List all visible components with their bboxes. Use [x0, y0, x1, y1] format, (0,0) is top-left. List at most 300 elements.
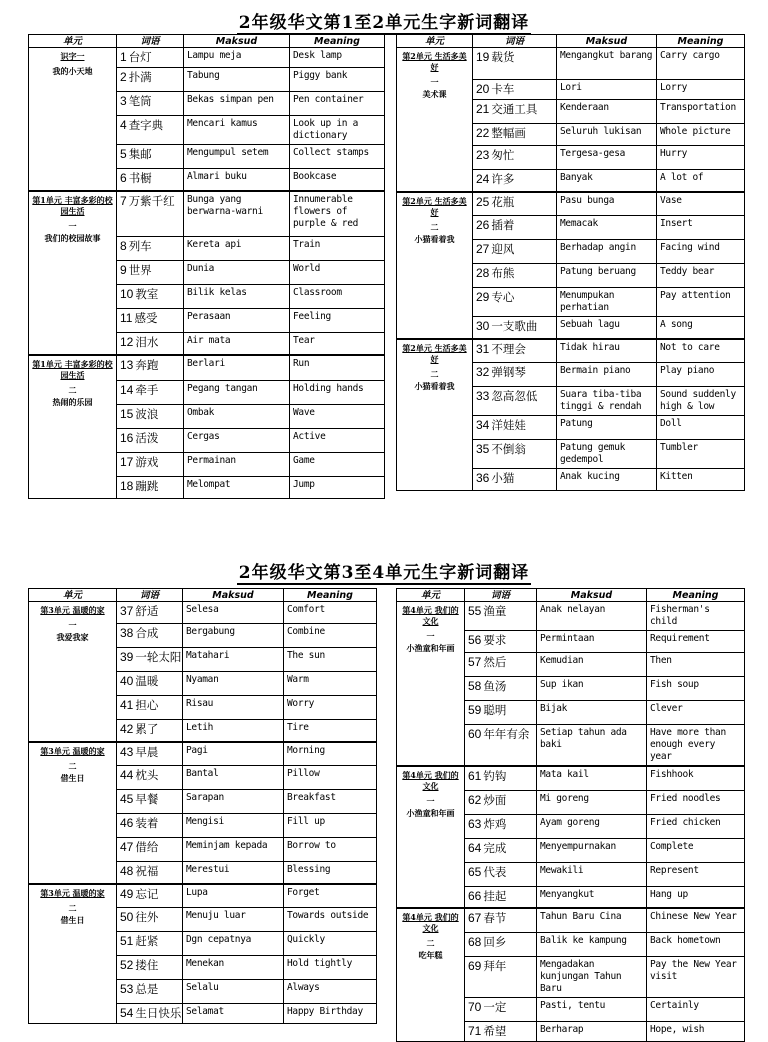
- word-text: 蹦跳: [135, 479, 159, 493]
- word-cell: [465, 997, 537, 1021]
- header-row: [397, 589, 745, 602]
- word-number: 5: [120, 147, 127, 161]
- english-meaning: Carry cargo: [657, 48, 745, 80]
- malay-meaning: Tahun Baru Cina: [537, 908, 647, 932]
- word-cell: [117, 790, 183, 814]
- word-cell: [473, 48, 557, 80]
- word-number: 55: [468, 604, 482, 618]
- word-number: 52: [120, 958, 134, 972]
- word-text: 借给: [135, 840, 159, 854]
- english-meaning: Play piano: [657, 363, 745, 387]
- word-text: 代表: [483, 864, 507, 879]
- column-header: 单元: [29, 35, 117, 48]
- word-text: 不倒翁: [491, 442, 526, 456]
- word-number: 24: [476, 172, 490, 186]
- unit-name: 第2单元 生活多美好: [402, 51, 467, 72]
- word-text: 游戏: [135, 455, 159, 469]
- english-meaning: Fill up: [284, 814, 377, 838]
- word-cell: [473, 317, 557, 339]
- word-cell: [473, 192, 557, 216]
- unit-dash: 二: [430, 368, 439, 379]
- word-number: 45: [120, 792, 134, 806]
- malay-meaning: Sup ikan: [537, 677, 647, 701]
- malay-meaning: Menumpukan perhatian: [557, 288, 657, 317]
- word-text: 枕头: [135, 768, 159, 782]
- word-text: 列车: [128, 239, 152, 253]
- word-number: 1: [120, 50, 127, 64]
- word-cell: [117, 355, 184, 381]
- word-text: 一支歌曲: [491, 319, 538, 333]
- unit-dash: 二: [430, 221, 439, 232]
- word-cell: [465, 725, 537, 767]
- malay-meaning: Anak kucing: [557, 469, 657, 491]
- word-number: 43: [120, 744, 134, 759]
- word-cell: [473, 264, 557, 288]
- malay-meaning: Menyangkut: [537, 886, 647, 908]
- word-number: 57: [468, 655, 482, 669]
- unit-name: 第4单元 我们的文化: [402, 770, 459, 791]
- malay-meaning: Kemudian: [537, 653, 647, 677]
- vocab-table: [396, 34, 745, 491]
- word-cell: [117, 333, 184, 355]
- malay-meaning: Berharap: [537, 1021, 647, 1041]
- table-row: [29, 48, 385, 68]
- word-text: 合成: [135, 626, 159, 640]
- word-cell: [117, 838, 183, 862]
- malay-meaning: Tidak hirau: [557, 339, 657, 363]
- malay-meaning: Bijak: [537, 701, 647, 725]
- unit-lesson: 热闹的乐园: [52, 396, 93, 407]
- english-meaning: Pillow: [284, 766, 377, 790]
- word-text: 总是: [135, 982, 159, 996]
- word-text: 一轮太阳: [135, 650, 182, 664]
- malay-meaning: Selesa: [183, 602, 284, 624]
- malay-meaning: Merestui: [183, 862, 284, 884]
- word-text: 专心: [491, 290, 515, 304]
- word-text: 搂住: [135, 958, 159, 972]
- malay-meaning: Menyempurnakan: [537, 838, 647, 862]
- english-meaning: World: [290, 261, 385, 285]
- word-cell: [117, 237, 184, 261]
- word-text: 台灯: [128, 50, 152, 64]
- word-text: 希望: [483, 1023, 507, 1038]
- unit-dash: 二: [68, 902, 77, 913]
- sheet-title-text: 2年级华文第3至4单元生字新词翻译: [238, 563, 530, 583]
- word-cell: [117, 814, 183, 838]
- word-number: 16: [120, 431, 134, 445]
- word-text: 不理会: [491, 341, 526, 356]
- english-meaning: Run: [290, 355, 385, 381]
- word-cell: [465, 932, 537, 956]
- english-meaning: Borrow to: [284, 838, 377, 862]
- word-text: 书橱: [128, 171, 152, 185]
- word-text: 拜年: [483, 958, 507, 973]
- english-meaning: Teddy bear: [657, 264, 745, 288]
- word-cell: [117, 261, 184, 285]
- word-cell: [117, 285, 184, 309]
- word-cell: [465, 886, 537, 908]
- word-text: 完成: [483, 840, 507, 855]
- malay-meaning: Sebuah lagu: [557, 317, 657, 339]
- word-cell: [117, 648, 183, 672]
- malay-meaning: Permainan: [184, 453, 290, 477]
- unit-lesson: 小猫看着我: [414, 233, 455, 244]
- column-header: 单元: [29, 589, 117, 602]
- vocab-table: [28, 34, 385, 499]
- word-text: 忘记: [135, 886, 159, 901]
- malay-meaning: Sarapan: [183, 790, 284, 814]
- word-text: 泪水: [135, 335, 159, 349]
- malay-meaning: Menuju luar: [183, 908, 284, 932]
- word-cell: [465, 677, 537, 701]
- unit-cell: [29, 742, 117, 884]
- english-meaning: Tumbler: [657, 440, 745, 469]
- malay-meaning: Mewakili: [537, 862, 647, 886]
- column-header: 词语: [117, 35, 184, 48]
- word-text: 弹钢琴: [491, 365, 526, 379]
- english-meaning: Whole picture: [657, 124, 745, 146]
- unit-name: 识字一: [60, 51, 85, 61]
- header-row: [397, 35, 745, 48]
- malay-meaning: Permintaan: [537, 631, 647, 653]
- word-cell: [465, 838, 537, 862]
- unit-name: 第2单元 生活多美好: [402, 342, 467, 364]
- word-cell: [117, 624, 183, 648]
- unit-name: 第2单元 生活多美好: [402, 195, 467, 217]
- unit-name: 第3单元 温暖的家: [40, 745, 105, 756]
- english-meaning: A song: [657, 317, 745, 339]
- word-text: 整幅画: [491, 126, 526, 140]
- word-cell: [473, 170, 557, 192]
- english-meaning: Feeling: [290, 309, 385, 333]
- word-number: 17: [120, 455, 134, 469]
- english-meaning: A lot of: [657, 170, 745, 192]
- english-meaning: Hold tightly: [284, 956, 377, 980]
- word-number: 22: [476, 126, 490, 140]
- word-cell: [117, 720, 183, 742]
- word-number: 40: [120, 674, 134, 688]
- column-header: 单元: [397, 35, 473, 48]
- malay-meaning: Mengadakan kunjungan Tahun Baru: [537, 956, 647, 997]
- english-meaning: Doll: [657, 416, 745, 440]
- word-number: 62: [468, 792, 482, 807]
- word-number: 46: [120, 816, 134, 830]
- word-number: 32: [476, 365, 490, 379]
- word-text: 炸鸡: [483, 816, 507, 831]
- english-meaning: Complete: [647, 838, 745, 862]
- word-cell: [465, 701, 537, 725]
- table-row: [29, 355, 385, 381]
- english-meaning: Fisherman's child: [647, 602, 745, 631]
- unit-lesson: 我爱我家: [56, 632, 89, 642]
- malay-meaning: Bantal: [183, 766, 284, 790]
- word-number: 39: [120, 650, 134, 664]
- english-meaning: Game: [290, 453, 385, 477]
- english-meaning: Kitten: [657, 469, 745, 491]
- malay-meaning: Mengangkut barang: [557, 48, 657, 80]
- word-text: 感受: [134, 311, 158, 325]
- word-cell: [465, 653, 537, 677]
- word-number: 41: [120, 698, 134, 712]
- english-meaning: Certainly: [647, 997, 745, 1021]
- table-row: [397, 908, 745, 932]
- english-meaning: Lorry: [657, 80, 745, 100]
- unit-lesson: 吃年糕: [418, 950, 443, 960]
- word-number: 42: [120, 722, 134, 736]
- word-number: 13: [120, 357, 134, 372]
- vocab-table: [396, 588, 745, 1042]
- word-number: 34: [476, 418, 490, 432]
- malay-meaning: Lupa: [183, 884, 284, 908]
- word-number: 27: [476, 242, 490, 256]
- word-number: 28: [476, 266, 490, 280]
- malay-meaning: Berhadap angin: [557, 240, 657, 264]
- malay-meaning: Nyaman: [183, 672, 284, 696]
- word-cell: [465, 766, 537, 790]
- malay-meaning: Selamat: [183, 1004, 284, 1024]
- unit-name: 第3单元 温暖的家: [40, 605, 105, 615]
- word-number: 48: [120, 864, 134, 878]
- word-number: 49: [120, 886, 134, 901]
- word-text: 迎风: [491, 242, 515, 256]
- unit-dash: 二: [68, 384, 77, 395]
- word-cell: [117, 766, 183, 790]
- malay-meaning: Ombak: [184, 405, 290, 429]
- english-meaning: Fried chicken: [647, 814, 745, 838]
- word-cell: [465, 1021, 537, 1041]
- word-number: 12: [120, 335, 134, 349]
- word-text: 查字典: [128, 118, 164, 132]
- unit-dash: 一: [68, 620, 77, 630]
- malay-meaning: Melompat: [184, 477, 290, 499]
- word-number: 7: [120, 193, 127, 208]
- unit-dash: 二: [426, 938, 435, 948]
- word-cell: [473, 146, 557, 170]
- unit-cell: [397, 339, 473, 491]
- english-meaning: Jump: [290, 477, 385, 499]
- word-cell: [473, 100, 557, 124]
- malay-meaning: Mata kail: [537, 766, 647, 790]
- english-meaning: The sun: [284, 648, 377, 672]
- english-meaning: Bookcase: [290, 169, 385, 191]
- word-number: 53: [120, 982, 134, 996]
- unit-dash: 一: [430, 77, 439, 87]
- malay-meaning: Memacak: [557, 216, 657, 240]
- word-text: 扑满: [128, 70, 152, 84]
- english-meaning: Hang up: [647, 886, 745, 908]
- malay-meaning: Patung gemuk gedempol: [557, 440, 657, 469]
- word-text: 卡车: [491, 82, 515, 96]
- word-cell: [465, 956, 537, 997]
- malay-meaning: Air mata: [184, 333, 290, 355]
- word-number: 65: [468, 864, 482, 879]
- word-cell: [117, 191, 184, 237]
- word-text: 集邮: [128, 147, 152, 161]
- word-number: 36: [476, 471, 490, 485]
- malay-meaning: Pagi: [183, 742, 284, 766]
- word-text: 挂起: [483, 888, 507, 903]
- word-cell: [117, 48, 184, 68]
- word-text: 插着: [491, 218, 515, 232]
- unit-cell: [397, 602, 465, 767]
- word-number: 66: [468, 888, 482, 903]
- word-text: 布熊: [491, 266, 515, 280]
- malay-meaning: Dgn cepatnya: [183, 932, 284, 956]
- word-cell: [465, 908, 537, 932]
- english-meaning: Tire: [284, 720, 377, 742]
- word-number: 47: [120, 840, 134, 854]
- english-meaning: Facing wind: [657, 240, 745, 264]
- english-meaning: Tear: [290, 333, 385, 355]
- word-number: 60: [468, 727, 482, 741]
- table-row: [397, 766, 745, 790]
- word-cell: [117, 862, 183, 884]
- word-text: 往外: [135, 910, 159, 924]
- word-text: 鱼汤: [483, 679, 507, 693]
- english-meaning: Pen container: [290, 92, 385, 116]
- word-cell: [473, 288, 557, 317]
- word-cell: [473, 240, 557, 264]
- english-meaning: Back hometown: [647, 932, 745, 956]
- word-cell: [473, 469, 557, 491]
- english-meaning: Train: [290, 237, 385, 261]
- word-cell: [473, 80, 557, 100]
- malay-meaning: Ayam goreng: [537, 814, 647, 838]
- word-number: 69: [468, 958, 482, 973]
- unit-lesson: 借生日: [60, 914, 85, 925]
- word-number: 61: [468, 769, 482, 783]
- malay-meaning: Selalu: [183, 980, 284, 1004]
- unit-dash: 一: [426, 631, 435, 641]
- malay-meaning: Bergabung: [183, 624, 284, 648]
- unit-name: 第1单元 丰富多彩的校园生活: [32, 194, 113, 216]
- malay-meaning: Cergas: [184, 429, 290, 453]
- word-text: 要求: [483, 633, 507, 647]
- word-cell: [117, 92, 184, 116]
- word-number: 9: [120, 263, 127, 277]
- word-text: 年年有余: [483, 727, 530, 741]
- english-meaning: Vase: [657, 192, 745, 216]
- word-number: 64: [468, 840, 482, 855]
- word-cell: [117, 696, 183, 720]
- table-row: [397, 48, 745, 80]
- english-meaning: Forget: [284, 884, 377, 908]
- unit-lesson: 我们的校园故事: [44, 232, 101, 243]
- malay-meaning: Bekas simpan pen: [184, 92, 290, 116]
- word-text: 忽高忽低: [491, 389, 538, 403]
- column-header: 单元: [397, 589, 465, 602]
- unit-cell: [29, 48, 117, 191]
- english-meaning: Have more than enough every year: [647, 725, 745, 767]
- word-cell: [117, 932, 183, 956]
- word-number: 26: [476, 218, 490, 232]
- word-number: 56: [468, 633, 482, 647]
- word-text: 炒面: [483, 792, 507, 807]
- word-text: 担心: [135, 698, 159, 712]
- column-header: Maksud: [184, 35, 290, 48]
- word-number: 71: [468, 1023, 482, 1038]
- english-meaning: Desk lamp: [290, 48, 385, 68]
- unit-lesson: 小渔童和年画: [406, 808, 455, 818]
- word-cell: [465, 631, 537, 653]
- word-number: 58: [468, 679, 482, 693]
- word-cell: [117, 1004, 183, 1024]
- malay-meaning: Kereta api: [184, 237, 290, 261]
- table-row: [29, 884, 377, 908]
- malay-meaning: Bermain piano: [557, 363, 657, 387]
- english-meaning: Active: [290, 429, 385, 453]
- table-row: [29, 602, 377, 624]
- unit-lesson: 美术课: [422, 89, 447, 99]
- word-cell: [117, 68, 184, 92]
- word-cell: [473, 387, 557, 416]
- word-number: 3: [120, 94, 127, 108]
- english-meaning: Fishhook: [647, 766, 745, 790]
- english-meaning: Fried noodles: [647, 790, 745, 814]
- word-text: 生日快乐: [135, 1006, 182, 1020]
- column-header: Meaning: [284, 589, 377, 602]
- english-meaning: Comfort: [284, 602, 377, 624]
- word-text: 赶紧: [135, 934, 159, 948]
- word-text: 装着: [135, 816, 159, 830]
- unit-lesson: 我的小天地: [52, 66, 93, 76]
- malay-meaning: Pasu bunga: [557, 192, 657, 216]
- table-row: [397, 339, 745, 363]
- word-text: 温暖: [135, 674, 159, 688]
- malay-meaning: Matahari: [183, 648, 284, 672]
- word-number: 14: [120, 383, 134, 397]
- word-text: 早晨: [135, 744, 159, 759]
- malay-meaning: Meminjam kepada: [183, 838, 284, 862]
- word-cell: [117, 429, 184, 453]
- word-number: 23: [476, 148, 490, 162]
- word-cell: [117, 169, 184, 191]
- word-text: 载货: [491, 50, 515, 64]
- malay-meaning: Tergesa-gesa: [557, 146, 657, 170]
- unit-lesson: 小猫看着我: [414, 380, 455, 391]
- malay-meaning: Seluruh lukisan: [557, 124, 657, 146]
- word-number: 21: [476, 102, 490, 116]
- word-number: 33: [476, 389, 490, 403]
- malay-meaning: Pegang tangan: [184, 381, 290, 405]
- malay-meaning: Mencari kamus: [184, 116, 290, 145]
- unit-name: 第3单元 温暖的家: [40, 887, 105, 898]
- english-meaning: Pay attention: [657, 288, 745, 317]
- word-cell: [117, 884, 183, 908]
- word-text: 祝福: [135, 864, 159, 878]
- english-meaning: Transportation: [657, 100, 745, 124]
- word-number: 19: [476, 50, 490, 64]
- unit-dash: 二: [68, 760, 77, 771]
- column-header: Maksud: [557, 35, 657, 48]
- word-cell: [473, 440, 557, 469]
- word-number: 35: [476, 442, 490, 456]
- malay-meaning: Balik ke kampung: [537, 932, 647, 956]
- word-cell: [117, 116, 184, 145]
- unit-lesson: 借生日: [60, 772, 85, 783]
- word-text: 许多: [491, 172, 515, 186]
- word-text: 奔跑: [135, 357, 159, 372]
- table-row: [397, 602, 745, 631]
- malay-meaning: Almari buku: [184, 169, 290, 191]
- word-text: 波浪: [135, 407, 159, 421]
- malay-meaning: Risau: [183, 696, 284, 720]
- malay-meaning: Mengisi: [183, 814, 284, 838]
- word-number: 8: [120, 239, 127, 253]
- unit-cell: [29, 602, 117, 742]
- word-number: 38: [120, 626, 134, 640]
- word-number: 59: [468, 703, 482, 717]
